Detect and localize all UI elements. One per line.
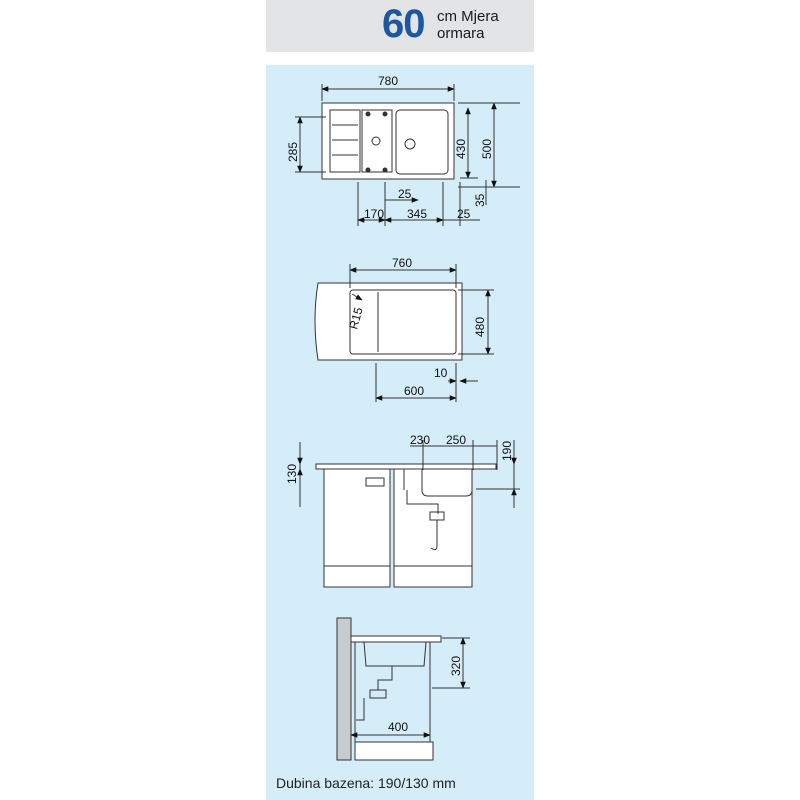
sink-cabinet: [394, 469, 472, 587]
trap: [356, 698, 364, 720]
label-dim-a: 230: [410, 433, 431, 447]
small-bowl: [362, 110, 392, 172]
label-cutout-depth: 480: [473, 316, 487, 337]
label-cutout-offset: 10: [434, 366, 448, 380]
label-base-width: 600: [404, 384, 425, 398]
left-cabinet: [324, 469, 390, 587]
drainer: [330, 110, 360, 172]
bolt: [383, 112, 387, 116]
label-offset-a: 25: [398, 187, 412, 201]
label-side-depth: 400: [388, 720, 409, 734]
label-offset-b: 35: [473, 193, 487, 207]
label-seg-2: 345: [407, 207, 428, 221]
label-top-width: 780: [378, 74, 399, 88]
bowl: [364, 642, 426, 666]
cutout-view: [315, 264, 494, 402]
label-left-height: 130: [285, 463, 299, 484]
label-dim-b: 250: [446, 433, 467, 447]
label-bowl-depth: 430: [454, 138, 468, 159]
label-cutout-width: 760: [392, 256, 413, 270]
cabinet-base: [355, 742, 433, 760]
front-view: [300, 440, 520, 587]
label-side-height: 320: [449, 655, 463, 676]
label-drainer-depth: 285: [286, 141, 300, 162]
label-seg-3: 25: [457, 207, 471, 221]
cabinet-size: 60: [382, 2, 425, 46]
cabinet-label-line1: cm Mjera: [437, 8, 499, 25]
label-seg-1: 170: [364, 207, 385, 221]
bolt: [383, 168, 387, 172]
countertop: [316, 464, 496, 469]
cabinet-label-line2: ormara: [437, 25, 485, 42]
label-depth: 500: [480, 138, 494, 159]
label-right-height: 190: [500, 440, 514, 461]
label-radius: R15: [346, 305, 366, 331]
countertop: [351, 636, 441, 642]
bolt: [366, 112, 370, 116]
bolt: [366, 168, 370, 172]
main-bowl: [396, 110, 448, 174]
side-view: [337, 618, 470, 760]
drain-pipe: [378, 666, 392, 690]
wall: [337, 618, 351, 760]
cutout: [350, 290, 456, 354]
caption: Dubina bazena: 190/130 mm: [276, 775, 456, 791]
